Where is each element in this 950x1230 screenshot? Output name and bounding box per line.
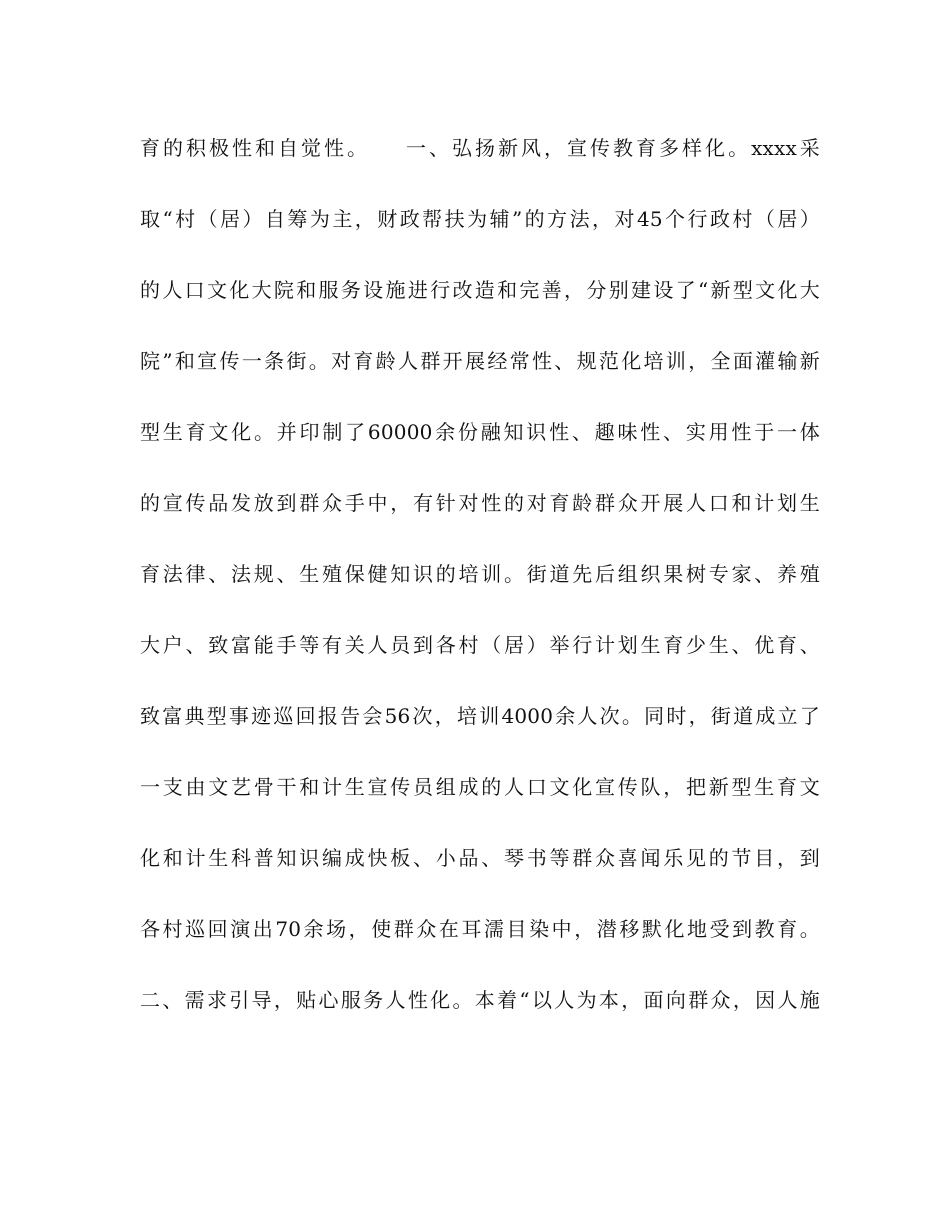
text-line: 致富典型事迹巡回报告会56次，培训4000余人次。同时，街道成立了 bbox=[140, 704, 820, 728]
text-line: 化和计生科普知识编成快板、小品、琴书等群众喜闻乐见的节目，到 bbox=[140, 846, 820, 870]
text-line: 院”和宣传一条街。对育龄人群开展经常性、规范化培训，全面灌输新 bbox=[140, 349, 820, 373]
text-line: 的人口文化大院和服务设施进行改造和完善，分别建设了“新型文化大 bbox=[140, 278, 820, 302]
text-line: 育的积极性和自觉性。 一、弘扬新风，宣传教育多样化。xxxx采 bbox=[140, 136, 820, 160]
text-line: 二、需求引导，贴心服务人性化。本着“以人为本，面向群众，因人施 bbox=[140, 988, 820, 1012]
text-line: 大户、致富能手等有关人员到各村（居）举行计划生育少生、优育、 bbox=[140, 633, 820, 657]
body-text bbox=[140, 136, 820, 1012]
text-line: 各村巡回演出70余场，使群众在耳濡目染中，潜移默化地受到教育。 bbox=[140, 917, 820, 941]
text-line: 取“村（居）自筹为主，财政帮扶为辅”的方法，对45个行政村（居） bbox=[140, 207, 820, 231]
text-line: 的宣传品发放到群众手中，有针对性的对育龄群众开展人口和计划生 bbox=[140, 491, 820, 515]
text-line: 型生育文化。并印制了60000余份融知识性、趣味性、实用性于一体 bbox=[140, 420, 820, 444]
text-line: 一支由文艺骨干和计生宣传员组成的人口文化宣传队，把新型生育文 bbox=[140, 775, 820, 799]
text-line: 育法律、法规、生殖保健知识的培训。街道先后组织果树专家、养殖 bbox=[140, 562, 820, 586]
